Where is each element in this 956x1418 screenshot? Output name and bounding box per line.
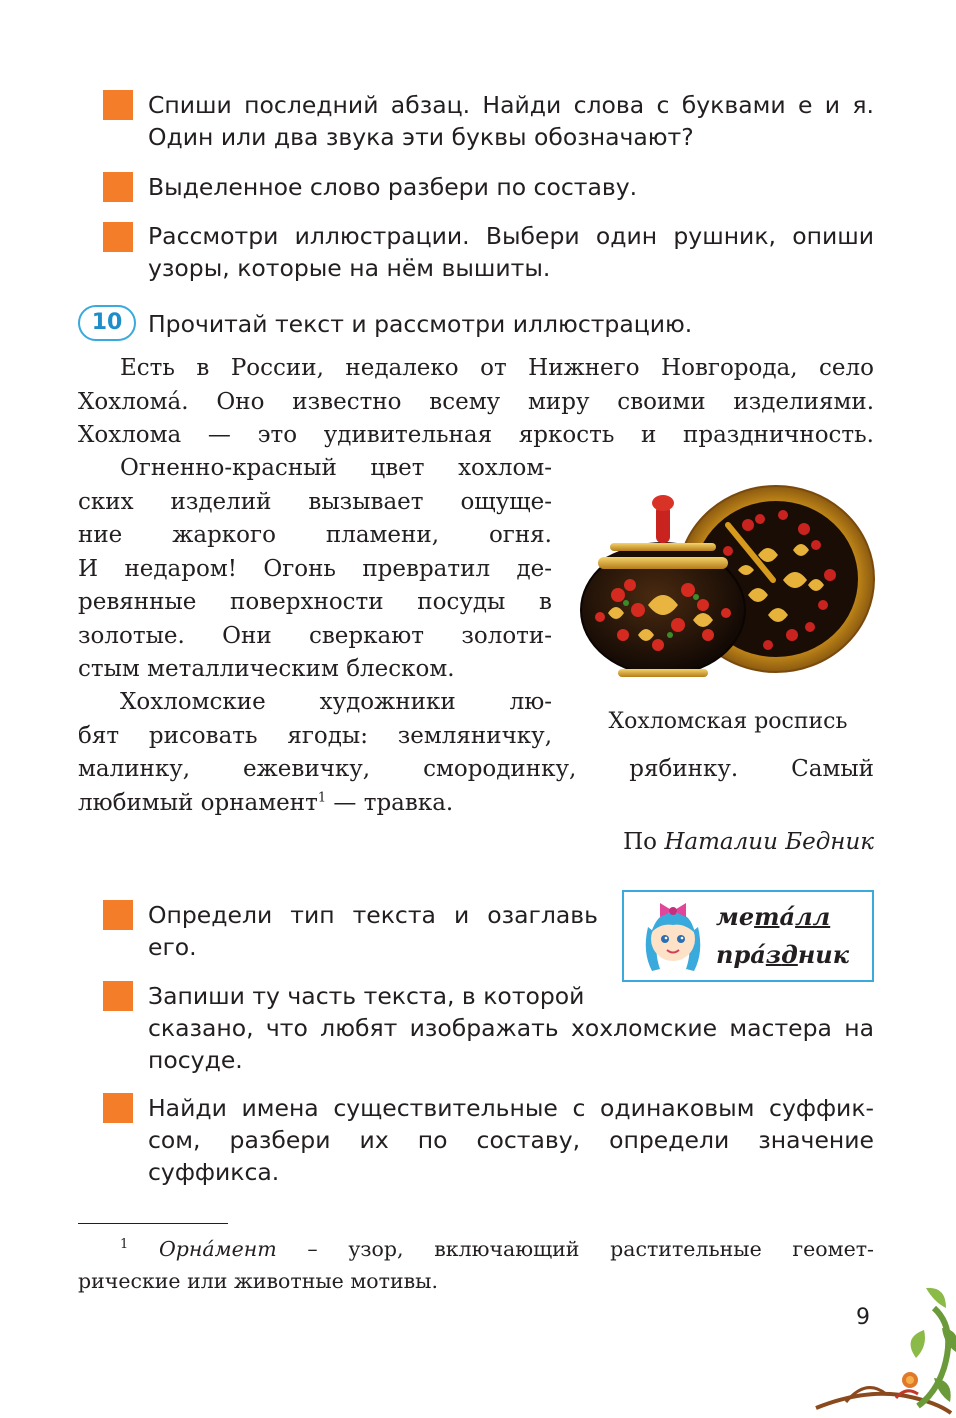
reading-paragraph-3-wide <box>78 753 874 820</box>
task-3-line-2: узоры, которые на нём вышиты. <box>148 254 551 282</box>
exercise-number-badge: 10 <box>78 305 136 341</box>
source-prefix: По <box>623 829 665 855</box>
task-bullet-3 <box>103 222 133 252</box>
task-5-line-2: сказано, что любят изображать хохломские мастера на <box>148 1014 874 1042</box>
footnote-line-1 <box>78 1233 874 1265</box>
vocabulary-words <box>716 898 849 974</box>
footnote-marker: 1 <box>120 1237 129 1253</box>
task-6-line-2: сом, разбери их по составу, определи значение <box>148 1126 874 1154</box>
task-bullet-2 <box>103 172 133 202</box>
p3-line-2: бят рисовать ягоды: земляничку, <box>78 722 552 749</box>
task-1 <box>148 89 874 153</box>
task-5-line-3: посуде. <box>148 1046 243 1074</box>
p2-line-5: ревянные поверхности посуды в <box>78 589 552 615</box>
p3-line-4 <box>78 787 874 821</box>
reading-paragraph-2 <box>78 452 552 687</box>
p2-line-1: Огненно-красный цвет хохлом- <box>120 455 552 481</box>
source-line <box>78 826 874 860</box>
footnote <box>78 1233 874 1297</box>
vocabulary-box <box>622 890 874 982</box>
vocab-word-prazdnik: праздник <box>716 940 849 969</box>
task-1-line-1: Спиши последний абзац. Найди слова с буквами е и я. <box>148 91 874 119</box>
source-author: Наталии Бедник <box>664 829 874 855</box>
footnote-line-1-rest: – узор, включающий растительные геомет- <box>276 1237 874 1261</box>
task-3 <box>148 220 874 284</box>
p1-line-2: Хохлома́. Оно известно всему миру своими изделиями. <box>78 388 874 415</box>
footnote-line-2: рические или животные мотивы. <box>78 1269 438 1293</box>
task-6-line-1: Найди имена существительные с одинаковым суффик- <box>148 1094 874 1122</box>
task-bullet-5 <box>103 981 133 1011</box>
p1-line-1: Есть в России, недалеко от Нижнего Новгорода, село <box>120 355 874 381</box>
reading-paragraph-1 <box>78 352 874 453</box>
task-5 <box>148 980 874 1076</box>
p3-line-3: малинку, ежевичку, смородинку, рябинку. Самый <box>78 756 874 782</box>
reading-paragraph-3-narrow <box>78 686 552 753</box>
p3-last-after: — травка. <box>326 789 454 816</box>
task-bullet-4 <box>103 900 133 930</box>
exercise-instruction <box>148 308 874 340</box>
reading-source <box>78 826 874 860</box>
p3-last-text: любимый орнамент <box>78 789 318 816</box>
corner-ornament-icon <box>806 1268 956 1418</box>
p2-line-3: ние жаркого пламени, огня. <box>78 522 552 548</box>
p2-line-7: стым металлическим блеском. <box>78 656 455 682</box>
vocab-word-metall: мета́лл <box>716 902 831 931</box>
task-4-line-2: его. <box>148 933 197 961</box>
task-2 <box>148 171 874 203</box>
p2-line-6: золотые. Они сверкают золоти- <box>78 622 552 649</box>
task-2-line-1: Выделенное слово разбери по составу. <box>148 173 638 201</box>
task-4 <box>148 899 598 963</box>
khokhloma-illustration <box>578 485 878 685</box>
p1-line-3: Хохлома — это удивительная яркость и праздничность. <box>78 422 874 448</box>
footnote-divider <box>78 1223 228 1224</box>
task-6-line-3: суффикса. <box>148 1158 280 1186</box>
task-3-line-1: Рассмотри иллюстрации. Выбери один рушник, опиши <box>148 222 874 250</box>
footnote-ref: 1 <box>317 789 327 805</box>
page-number: 9 <box>856 1305 870 1330</box>
girl-mascot-icon <box>638 897 708 977</box>
task-1-line-2: Один или два звука эти буквы обозначают? <box>148 123 694 151</box>
task-4-line-1: Определи тип текста и озаглавь <box>148 901 598 929</box>
exercise-instruction-text: Прочитай текст и рассмотри иллюстрацию. <box>148 310 693 338</box>
p3-line-1: Хохломские художники лю- <box>120 689 552 715</box>
task-6 <box>148 1092 874 1188</box>
task-bullet-6 <box>103 1093 133 1123</box>
task-5-line-1: Запиши ту часть текста, в которой <box>148 982 585 1010</box>
illustration-caption: Хохломская роспись <box>608 709 848 734</box>
footnote-term: Орна́мент <box>158 1237 277 1261</box>
p2-line-4: И недаром! Огонь превратил де- <box>78 555 552 582</box>
p2-line-2: ских изделий вызывает ощуще- <box>78 488 552 515</box>
task-bullet-1 <box>103 90 133 120</box>
